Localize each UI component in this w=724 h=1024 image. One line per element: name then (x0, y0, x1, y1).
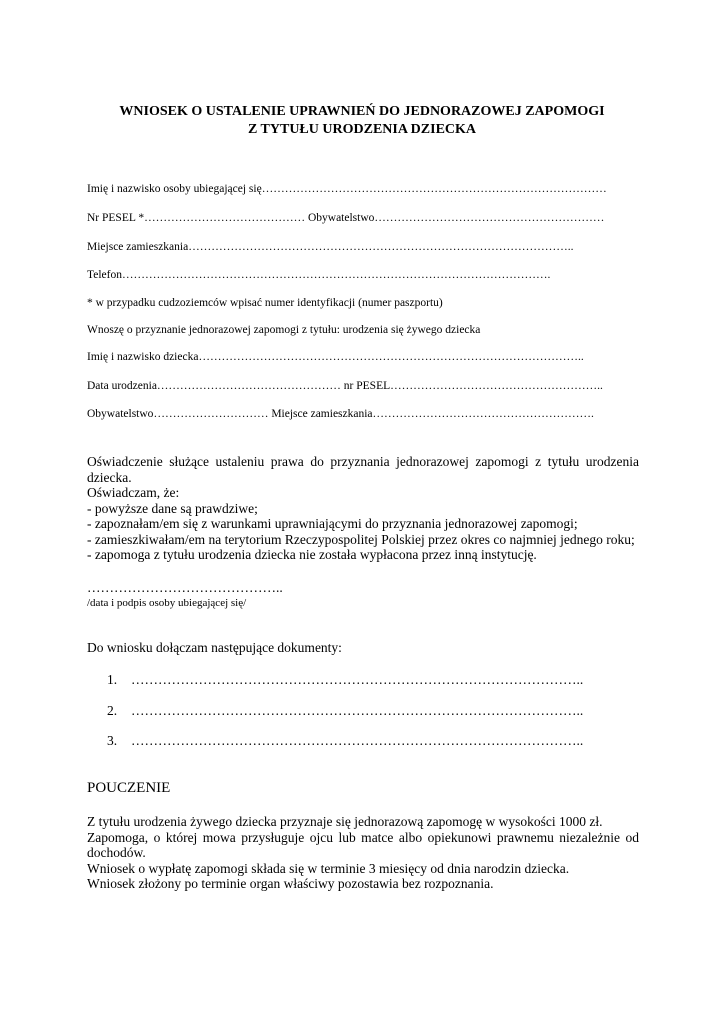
signature-dots[interactable]: …………………………………….. (87, 580, 283, 595)
document-number: 2. (107, 703, 118, 718)
document-item[interactable] (107, 733, 583, 749)
pouczenie-paragraph: Z tytułu urodzenia żywego dziecka przyznaje się jednorazową zapomogę w wysokości 1000 zł. (87, 814, 603, 829)
phone-dots[interactable]: …………………………………………………………………………………………………. (121, 269, 551, 281)
child-pesel-label: nr PESEL (343, 380, 391, 392)
pouczenie-paragraph: Wniosek o wypłatę zapomogi składa się w terminie 3 miesięcy od dnia narodzin dziecka. (87, 860, 570, 876)
pouczenie-paragraph: Zapomoga, o której mowa przysługuje ojcu lub matce albo opiekunowi prawnemu niezależnie od dochodów. (87, 829, 639, 860)
statement-intro: Oświadczenie służące ustaleniu prawa do przyznania jednorazowej zapomogi z tytułu urodzenia dziecka. (87, 454, 639, 485)
applicant-name-field[interactable] (87, 183, 607, 195)
phone-label: Telefon (87, 269, 122, 281)
pesel-label: Nr PESEL * (87, 212, 145, 224)
applicant-name-dots[interactable]: ……………………………………………………………………………… (261, 183, 607, 195)
request-text: Wnoszę o przyznanie jednorazowej zapomogi z tytułu: urodzenia się żywego dziecka (87, 324, 481, 336)
child-pesel-dots[interactable]: ……………………………………………….. (390, 380, 603, 392)
pesel-dots[interactable]: …………………………………… (144, 212, 306, 224)
citizenship-label: Obywatelstwo (307, 212, 375, 224)
documents-heading: Do wniosku dołączam następujące dokumenty: (87, 640, 342, 655)
child-residence-label: Miejsce zamieszkania (271, 408, 373, 420)
form-title-line2: Z TYTUŁU URODZENIA DZIECKA (247, 122, 477, 137)
child-citizenship-label: Obywatelstwo (87, 408, 154, 420)
child-citizenship-dots[interactable]: ………………………… (153, 408, 269, 420)
document-number: 3. (107, 733, 118, 748)
phone-field[interactable] (87, 269, 550, 281)
child-name-field[interactable] (87, 351, 584, 363)
statement-item: - zapomoga z tytułu urodzenia dziecka nie została wypłacona przez inną instytucję. (87, 547, 537, 562)
signature-label: /data i podpis osoby ubiegającej się/ (87, 597, 247, 609)
statement-item: - zamieszkiwałam/em na terytorium Rzeczypospolitej Polskiej przez okres co najmniej jednego roku; (87, 531, 635, 547)
document-item[interactable] (107, 703, 583, 719)
birth-pesel-row (87, 380, 603, 392)
document-number: 1. (107, 672, 118, 687)
birth-date-dots[interactable]: ………………………………………… (156, 380, 341, 392)
pouczenie-heading: POUCZENIE (87, 780, 171, 796)
applicant-name-label: Imię i nazwisko osoby ubiegającej się (87, 183, 262, 195)
document-item[interactable] (107, 672, 583, 688)
residence-label: Miejsce zamieszkania (87, 241, 189, 253)
statement-block (87, 454, 639, 563)
child-citizenship-residence-row (87, 408, 594, 420)
document-dots[interactable]: ……………………………………………………………………………………….. (131, 672, 584, 687)
child-name-dots[interactable]: ……………………………………………………………………………………….. (198, 351, 584, 363)
statement-item: - zapoznałam/em się z warunkami uprawniającymi do przyznania jednorazowej zapomogi; (87, 516, 578, 531)
pouczenie-block (87, 814, 639, 892)
pouczenie-paragraph: Wniosek złożony po terminie organ właściwy pozostawia bez rozpoznania. (87, 876, 494, 891)
child-residence-dots[interactable]: …………………………………………………. (372, 408, 594, 420)
statement-declare: Oświadczam, że: (87, 485, 180, 500)
footnote: * w przypadku cudzoziemców wpisać numer identyfikacji (numer paszportu) (87, 297, 443, 309)
birth-date-label: Data urodzenia (87, 380, 157, 392)
residence-dots[interactable]: ……………………………………………………………………………………….. (188, 241, 574, 253)
child-name-label: Imię i nazwisko dziecka (87, 351, 199, 363)
residence-field[interactable] (87, 241, 573, 253)
statement-item: - powyższe dane są prawdziwe; (87, 500, 258, 516)
document-dots[interactable]: ……………………………………………………………………………………….. (131, 733, 584, 748)
form-title-line1: WNIOSEK O USTALENIE UPRAWNIEŃ DO JEDNORAZOWEJ ZAPOMOGI (119, 104, 605, 119)
pesel-citizenship-row (87, 212, 604, 224)
document-dots[interactable]: ……………………………………………………………………………………….. (131, 703, 584, 718)
citizenship-dots[interactable]: …………………………………………………… (374, 212, 605, 224)
